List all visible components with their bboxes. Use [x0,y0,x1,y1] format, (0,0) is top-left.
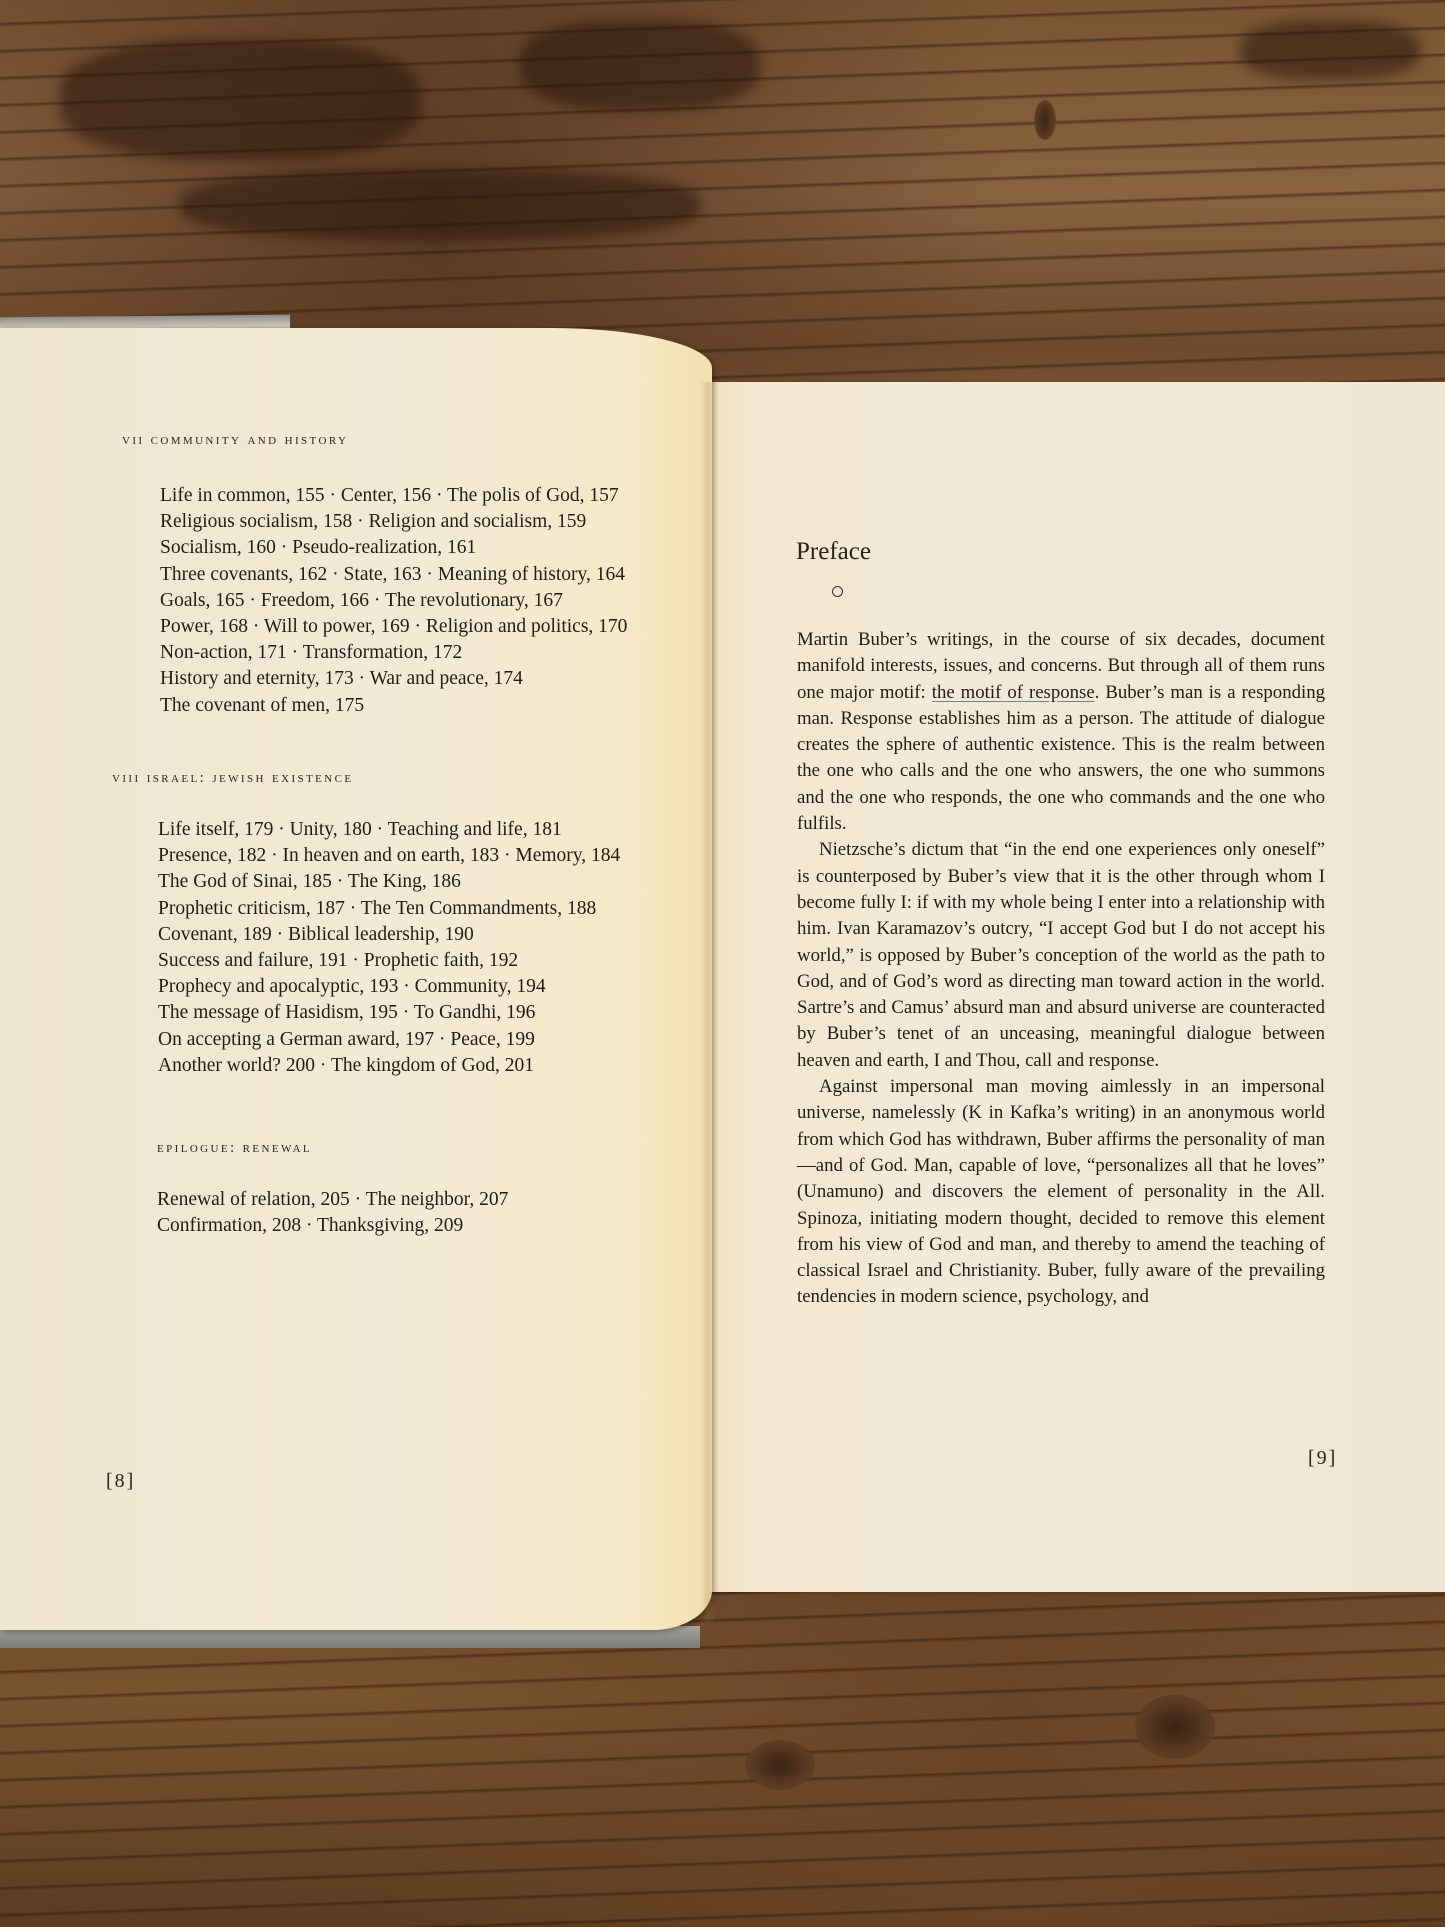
wood-stain [1240,20,1420,80]
toc-line: Renewal of relation, 205 · The neighbor, 207 [157,1189,509,1210]
book-gutter [700,382,716,1622]
toc-line: Success and failure, 191 · Prophetic faith, 192 [158,950,519,972]
text-run: . Buber’s man is a responding man. Response establishes him as a person. The attitude of dialogue creates the sphere of authentic existence. This is the realm between the one who calls and the one who answers, the one who summons and the one who responds, the one who commands and the one who fulfils. [797,681,1325,835]
preface-body [797,627,1325,1311]
toc-line: The covenant of men, 175 [160,694,365,716]
paragraph: Against impersonal man moving aimlessly in an impersonal universe, namelessly (K in Kafka’s writing) in an anonymous world from which God has withdrawn, Buber affirms the personality of man—and of God. Man, capable of love, “personalizes all that he loves” (Unamuno) and discovers the element of personality in the All. Spinoza, initiating modern thought, decided to remove this element from his view of God and man, and thereby to amend the teaching of classical Israel and Christianity. Buber, fully aware of the prevailing tendencies in modern science, psychology, and [797,1076,1325,1308]
toc-section-vii [122,432,627,719]
wood-knot [1034,100,1056,140]
chapter-title: community and history [150,432,349,448]
toc-line: History and eternity, 173 · War and peace, 174 [160,668,523,690]
toc-line: Another world? 200 · The kingdom of God, 201 [158,1054,535,1076]
toc-line: Socialism, 160 · Pseudo-realization, 161 [160,537,477,559]
toc-line: The message of Hasidism, 195 · To Gandhi, 196 [158,1002,536,1024]
chapter-numeral: viii [112,770,141,786]
toc-line: Prophecy and apocalyptic, 193 · Community, 194 [158,976,546,998]
underlined-phrase: the motif of response [931,681,1095,703]
toc-entries [122,483,627,719]
paragraph [797,627,1325,837]
toc-heading [122,432,627,449]
page-number-left: [8] [106,1470,136,1492]
toc-line: Non-action, 171 · Transformation, 172 [160,642,463,664]
wood-knot [1135,1695,1215,1759]
toc-entries [112,817,620,1079]
toc-line: Covenant, 189 · Biblical leadership, 190 [158,923,474,945]
toc-heading [157,1140,508,1157]
wood-stain [180,170,700,240]
paragraph: Nietzsche’s dictum that “in the end one experiences only oneself” is counterposed by Buber’s view that it is the other through whom I become fully I: if with my whole being I enter into a relationship with him. Ivan Karamazov’s outcry, “I accept God but I do not accept his world,” is opposed by Buber’s conception of the world as the path to God, and of God’s word as directing man toward action in the world. Sartre’s and Camus’ absurd man and absurd universe are counteracted by Buber’s tenet of an unceasing, meaningful dialogue between heaven and earth, I and Thou, call and response. [797,839,1325,1071]
toc-line: On accepting a German award, 197 · Peace, 199 [158,1028,535,1050]
text-run: Martin Buber’s writings, in the course of six decades, document manifold interests, issues, and concerns. But through all of them runs one major motif: [797,629,1325,703]
toc-line: Confirmation, 208 · Thanksgiving, 209 [157,1215,464,1237]
chapter-title: israel: jewish existence [146,770,354,786]
page-title: Preface [796,538,871,565]
toc-line: Goals, 165 · Freedom, 166 · The revolutionary, 167 [160,589,563,611]
chapter-numeral: vii [122,432,145,448]
circle-ornament-icon [832,586,843,597]
wood-stain [520,20,760,110]
page-number-right: [9] [1308,1447,1338,1469]
toc-section-epilogue [157,1140,508,1239]
toc-line: Presence, 182 · In heaven and on earth, 183 · Memory, 184 [158,845,621,867]
toc-section-viii [112,770,620,1079]
toc-line: The God of Sinai, 185 · The King, 186 [158,871,461,893]
toc-line: Prophetic criticism, 187 · The Ten Commandments, 188 [158,897,597,919]
toc-entries [157,1187,508,1239]
toc-line: Power, 168 · Will to power, 169 · Religion and politics, 170 [160,616,628,638]
chapter-title: epilogue: renewal [157,1140,313,1156]
toc-line: Life itself, 179 · Unity, 180 · Teaching and life, 181 [158,819,562,840]
wood-knot [745,1740,815,1790]
toc-line: Life in common, 155 · Center, 156 · The polis of God, 157 [160,485,619,506]
toc-line: Religious socialism, 158 · Religion and socialism, 159 [160,511,587,533]
toc-heading [112,770,620,787]
wood-stain [60,40,420,160]
toc-line: Three covenants, 162 · State, 163 · Meaning of history, 164 [160,563,626,585]
